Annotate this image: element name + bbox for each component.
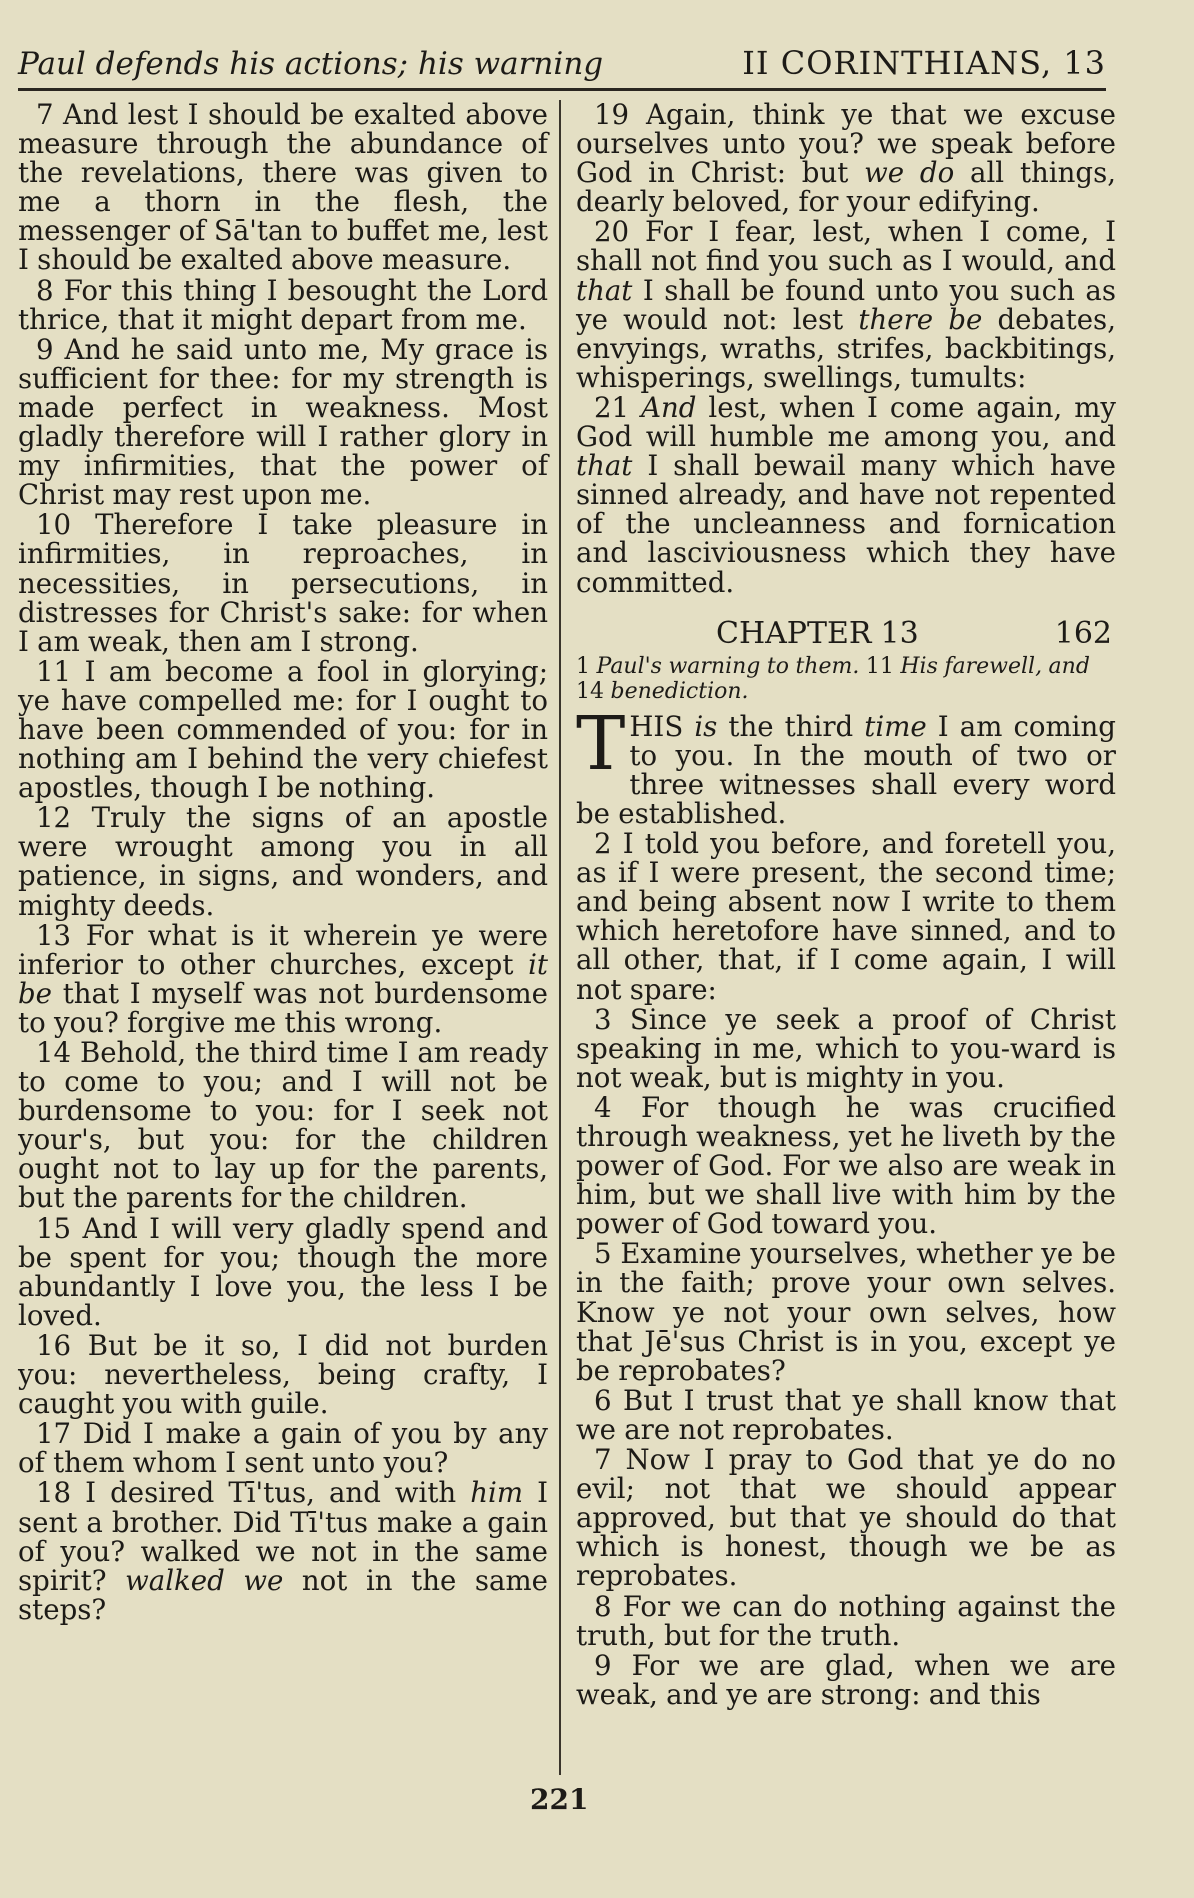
verse-15: 15 And I will very gladly spend and be spent for you; though the more abundantly I love you, the less I be loved. — [18, 1211, 548, 1332]
chapter-ref-number: 162 — [1054, 615, 1112, 651]
verse-20: 20 For I fear, lest, when I come, I shall not find you such as I would, and that I shall be found unto you such as ye would not: lest there be debates, envyings, wraths, strifes, backbitings, whisperings, swellings, tumults: — [576, 215, 1116, 394]
column-divider — [559, 100, 561, 1775]
verse-6: 6 But I trust that ye shall know that we are not reprobates. — [576, 1383, 1116, 1446]
running-header — [18, 40, 1106, 91]
verse-21: 21 And lest, when I come again, my God will humble me among you, and that I shall bewail many which have sinned already, and have not repented of the uncleanness and fornication and lasciviousness which they have committed. — [576, 390, 1116, 599]
right-column — [576, 100, 1116, 1710]
verse-11: 11 I am become a fool in glorying; ye have compelled me: for I ought to have been commended of you: for in nothing am I behind the very chiefest apostles, though I be nothing. — [18, 654, 548, 805]
verse-4: 4 For though he was crucified through weakness, yet he liveth by the power of God. For we also are weak in him, but we shall live with him by the power of God toward you. — [576, 1090, 1116, 1241]
verse-7b: 7 Now I pray to God that ye do no evil; not that we should appear approved, but that ye should do that which is honest, though we be as reprobates. — [576, 1443, 1116, 1593]
verse-8b: 8 For we can do nothing against the truth, but for the truth. — [576, 1589, 1116, 1652]
left-column — [18, 100, 548, 1625]
header-book-chapter: II CORINTHIANS, 13 — [742, 44, 1106, 82]
verse-2: 2 I told you before, and foretell you, as if I were present, the second time; and being absent now I write to them which heretofore have sinned, and to all other, that, if I come again, I will not spare: — [576, 827, 1116, 1006]
drop-cap: T — [576, 711, 626, 787]
verse-8: 8 For this thing I besought the Lord thrice, that it might depart from me. — [18, 273, 548, 336]
verse-17: 17 Did I make a gain of you by any of them whom I sent unto you? — [18, 1417, 548, 1480]
chapter-heading — [716, 615, 1112, 651]
chapter-summary: 1 Paul's warning to them. 11 His farewell, and 14 benediction. — [576, 653, 1090, 704]
verse-9b: 9 For we are glad, when we are weak, and ye are strong: and this — [576, 1648, 1116, 1711]
verse-14: 14 Behold, the third time I am ready to come to you; and I will not be burdensome to you: for I seek not your's, but you: for the children ought not to lay up for the parents, but the parents for the children. — [18, 1036, 548, 1215]
verse-9: 9 And he said unto me, My grace is sufficient for thee: for my strength is made perfect in weakness. Most gladly therefore will I rather glory in my infirmities, that the power of Christ may rest upon me. — [18, 332, 548, 512]
verse-18: 18 I desired Tī'tus, and with him I sent a brother. Did Tī'tus make a gain of you? walked we not in the same spirit? walked we not in the same steps? — [18, 1476, 548, 1626]
verse-7: 7 And lest I should be exalted above measure through the abundance of the revelations, there was given to me a thorn in the flesh, the messenger of Sā'tan to buffet me, lest I should be exalted above measure. — [18, 98, 548, 277]
verse-16: 16 But be it so, I did not burden you: nevertheless, being crafty, I caught you with guile. — [18, 1328, 548, 1421]
verse-13: 13 For what is it wherein ye were inferior to other churches, except it be that I myself was not burdensome to you? forgive me this wrong. — [18, 918, 548, 1039]
verse-3: 3 Since ye seek a proof of Christ speaking in me, which to you-ward is not weak, but is mighty in you. — [576, 1002, 1116, 1094]
page-number: 221 — [530, 1783, 589, 1816]
verse-1: THIS is the third time I am coming to you. In the mouth of two or three witnesses shall every word be established. — [576, 711, 1116, 829]
verse-19: 19 Again, think ye that we excuse ourselves unto you? we speak before God in Christ: but we do all things, dearly beloved, for your edifying. — [576, 98, 1116, 219]
chapter-title: CHAPTER 13 — [716, 615, 919, 651]
verse-12: 12 Truly the signs of an apostle were wrought among you in all patience, in signs, and wonders, and mighty deeds. — [18, 801, 548, 922]
header-topic: Paul defends his actions; his warning — [18, 46, 604, 82]
verse-10: 10 Therefore I take pleasure in infirmities, in reproaches, in necessities, in persecutions, in distresses for Christ's sake: for when I am weak, then am I strong. — [18, 508, 548, 658]
verse-5: 5 Examine yourselves, whether ye be in the faith; prove your own selves. Know ye not your own selves, how that Jē'sus Christ is in you, except ye be reprobates? — [576, 1237, 1116, 1387]
